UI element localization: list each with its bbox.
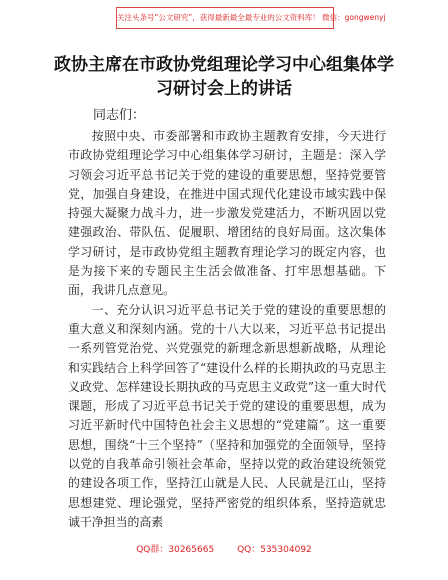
document-title: 政协主席在市政协党组理论学习中心组集体学习研讨会上的讲话 (54, 55, 394, 99)
footer-contact: QQ群：30265665 QQ：535304092 (136, 545, 312, 555)
paragraph: 按照中央、市委部署和市政协主题教育安排，今天进行市政协党组理论学习中心组集体学习研讨，主题是：深入学习领会习近平总书记关于党的建设的重要思想，坚持党要管党，加强自身建设，在推进中国式现代化建设市域实践中保持强大凝聚力战斗力，进一步激发党建活力，不断巩固以党建强政治、带队伍、促履职、增团结的良好局面。这次集体学习研讨，是市政协党组主题教育理论学习的既定内容，也是为接下来的专题民主生活会做准备、打牢思想基础。下面，我讲几点意见。 (68, 129, 386, 298)
paragraph: 一、充分认识习近平总书记关于党的建设的重要思想的重大意义和深刻内涵。党的十八大以来，习近平总书记提出一系列管党治党、兴党强党的新理念新思想新战略，从理论和实践结合上科学回答了“建设什么样的长期执政的马克思主义政党、怎样建设长期执政的马克思主义政党”这一重大时代课题，形成了习近平总书记关于党的建设的重要思想，成为习近平新时代中国特色社会主义思想的“党建篇”。这一重要思想，围绕“十三个坚持”（坚持和加强党的全面领导，坚持以党的自我革命引领社会革命，坚持以党的政治建设统领党的建设各项工作，坚持江山就是人民、人民就是江山，坚持思想建党、理论强党，坚持严密党的组织体系，坚持造就忠诚干净担当的高素 (68, 302, 386, 529)
document-body (68, 127, 386, 532)
promo-banner: 关注头条号“公文研究”，获得最新最全最专业的公文资料库！ 微信：gongwenyj (116, 7, 334, 29)
salutation: 同志们： (93, 108, 146, 123)
